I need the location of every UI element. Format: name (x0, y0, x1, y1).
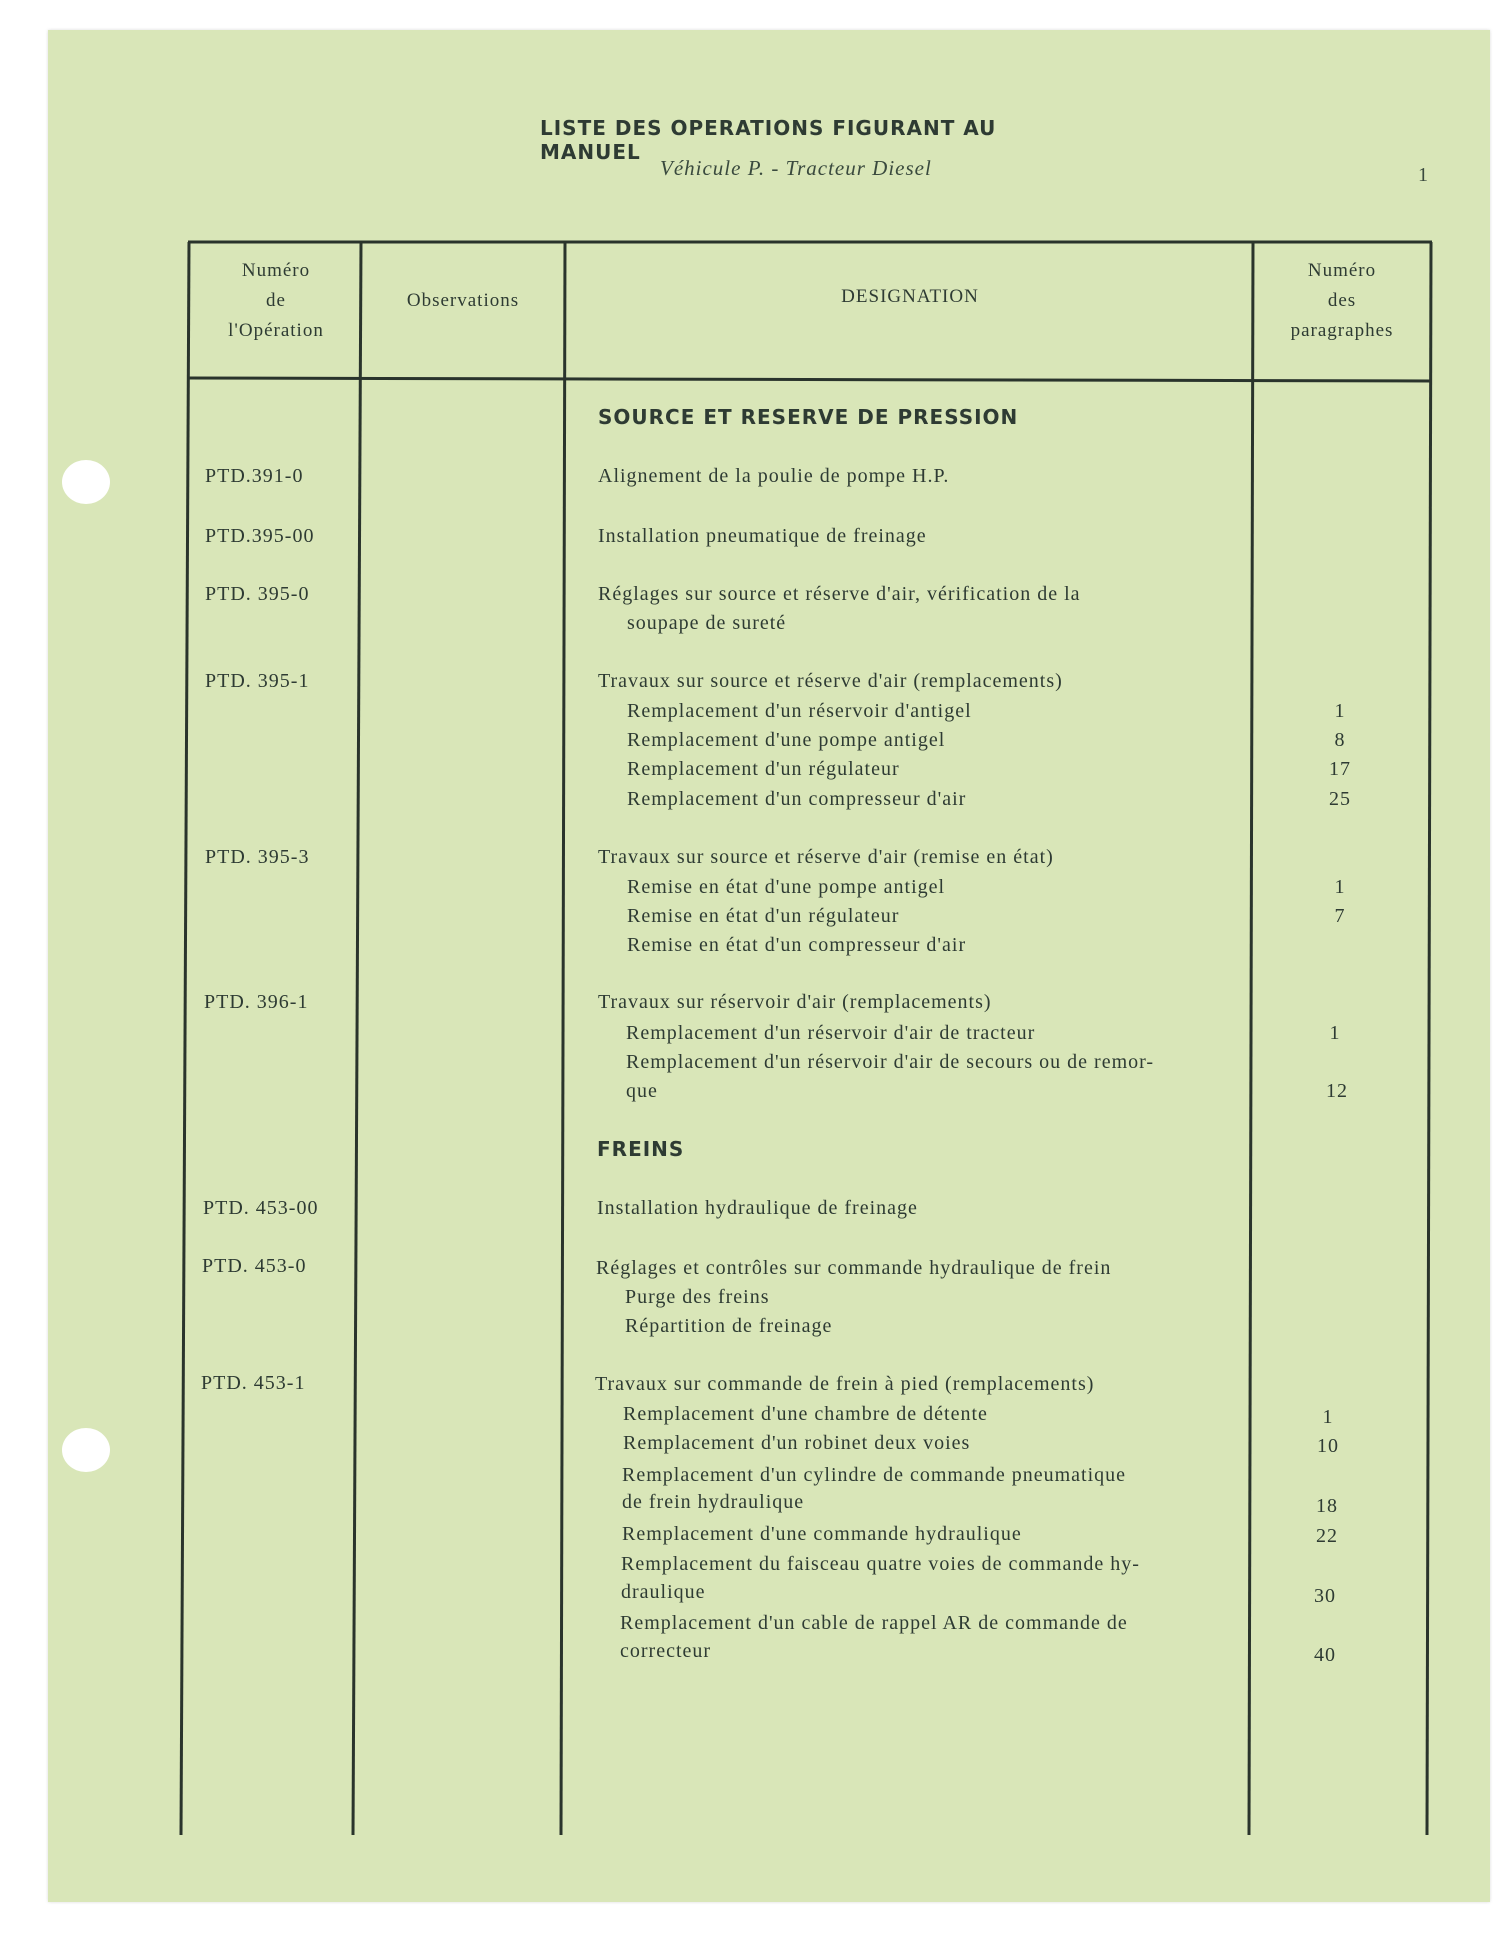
designation-text: Réglages et contrôles sur commande hydraulique de frein (596, 1257, 1112, 1279)
designation-text: Remplacement d'un régulateur (627, 758, 900, 780)
header-text: des (1327, 290, 1357, 311)
paragraph-number: 18 (1316, 1495, 1338, 1517)
paragraph-number: 12 (1326, 1080, 1348, 1102)
designation-text: Remplacement d'une chambre de détente (623, 1403, 988, 1425)
operation-number: PTD. 395-1 (205, 670, 310, 692)
designation-text: Remplacement d'un réservoir d'air de secours ou de remor- (626, 1051, 1155, 1073)
designation-text: Installation hydraulique de freinage (597, 1197, 918, 1219)
section-heading: SOURCE ET RESERVE DE PRESSION (598, 405, 1019, 429)
designation-text: Remplacement d'un réservoir d'antigel (627, 700, 972, 722)
designation-text: Remplacement d'un robinet deux voies (623, 1432, 971, 1454)
designation-text: Remplacement d'un compresseur d'air (627, 788, 967, 810)
paragraph-number: 30 (1314, 1585, 1336, 1607)
page-number: 1 (1418, 164, 1428, 186)
designation-text: Alignement de la poulie de pompe H.P. (598, 465, 950, 487)
paragraph-number: 40 (1314, 1644, 1336, 1666)
designation-text: Purge des freins (625, 1286, 770, 1308)
header-operation-number (192, 256, 360, 346)
header-text: paragraphes (1290, 320, 1394, 341)
designation-text: Remise en état d'un régulateur (627, 905, 900, 927)
designation-text: Remplacement d'un réservoir d'air de tracteur (626, 1022, 1036, 1044)
paragraph-number: 7 (1334, 905, 1346, 927)
paragraph-number: 1 (1334, 876, 1346, 898)
designation-text: Travaux sur source et réserve d'air (remise en état) (598, 846, 1054, 868)
paragraph-number: 17 (1329, 758, 1351, 780)
designation-text: Remplacement d'un cylindre de commande pneumatique (622, 1464, 1127, 1486)
designation-text: Remise en état d'une pompe antigel (627, 876, 946, 898)
operation-number: PTD. 395-3 (205, 846, 310, 868)
operation-number: PTD.395-00 (205, 525, 315, 547)
operation-number: PTD. 453-0 (202, 1255, 307, 1277)
designation-text: Remplacement du faisceau quatre voies de commande hy- (621, 1553, 1140, 1575)
designation-text: Travaux sur réservoir d'air (remplacements) (598, 991, 992, 1013)
header-text: l'Opération (228, 320, 324, 341)
section-heading: FREINS (597, 1137, 685, 1161)
designation-text: Répartition de freinage (625, 1315, 833, 1337)
designation-text: Réglages sur source et réserve d'air, vérification de la (598, 583, 1081, 605)
operation-number: PTD. 396-1 (204, 991, 309, 1013)
designation-text: Travaux sur source et réserve d'air (remplacements) (598, 670, 1063, 692)
header-paragraph-number (1256, 256, 1428, 346)
paragraph-number: 10 (1317, 1435, 1339, 1457)
header-observations: Observations (406, 290, 520, 311)
operation-number: PTD.391-0 (205, 465, 304, 487)
designation-text: soupape de sureté (627, 612, 787, 634)
designation-text: Remplacement d'une pompe antigel (627, 729, 946, 751)
designation-text: Remplacement d'un cable de rappel AR de commande de (620, 1612, 1128, 1634)
paragraph-number: 1 (1322, 1406, 1334, 1428)
header-designation: DESIGNATION (841, 286, 979, 307)
designation-text: Travaux sur commande de frein à pied (remplacements) (595, 1373, 1095, 1395)
document-title: LISTE DES OPERATIONS FIGURANT AU MANUEL (540, 116, 997, 164)
designation-text: Remise en état d'un compresseur d'air (627, 934, 967, 956)
designation-text: que (626, 1080, 658, 1102)
operation-number: PTD. 395-0 (205, 583, 310, 605)
paragraph-number: 1 (1334, 700, 1346, 722)
paragraph-number: 22 (1316, 1525, 1338, 1547)
paragraph-number: 1 (1329, 1022, 1341, 1044)
designation-text: de frein hydraulique (622, 1491, 805, 1513)
document-subtitle: Véhicule P. - Tracteur Diesel (660, 156, 932, 180)
operation-number: PTD. 453-00 (203, 1197, 319, 1219)
designation-text: draulique (621, 1581, 706, 1603)
designation-text: Remplacement d'une commande hydraulique (622, 1523, 1022, 1545)
paragraph-number: 25 (1329, 788, 1351, 810)
paragraph-number: 8 (1334, 729, 1346, 751)
operation-number: PTD. 453-1 (201, 1372, 306, 1394)
header-text: Numéro (241, 260, 311, 281)
designation-text: Installation pneumatique de freinage (598, 525, 927, 547)
header-text: de (266, 290, 286, 311)
header-text: Numéro (1307, 260, 1377, 281)
designation-text: correcteur (620, 1640, 712, 1662)
